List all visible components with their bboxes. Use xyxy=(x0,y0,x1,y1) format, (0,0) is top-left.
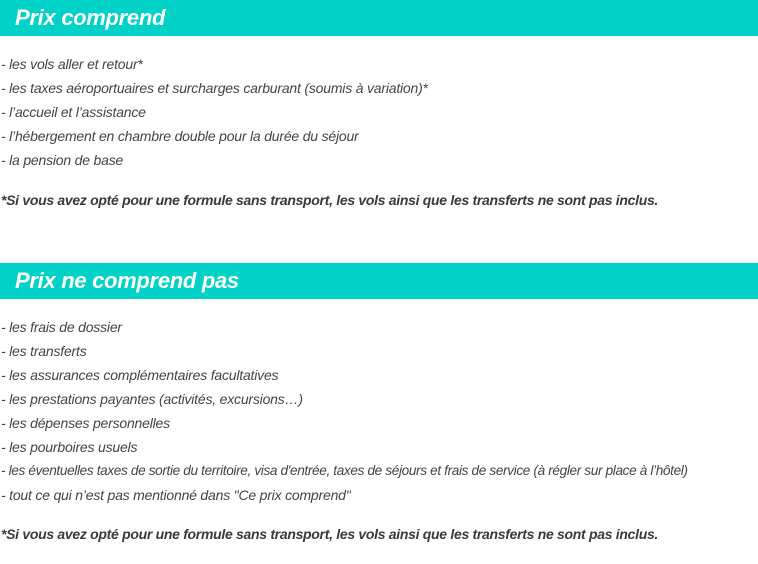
list-item: - les frais de dossier xyxy=(1,319,122,335)
list-item: - les éventuelles taxes de sortie du territoire, visa d'entrée, taxes de séjours et frais de service (à régler sur place à l’hôtel) xyxy=(1,463,688,478)
price-includes-list xyxy=(0,52,758,172)
list-item: - les prestations payantes (activités, excursions…) xyxy=(1,391,303,407)
list-item: - la pension de base xyxy=(1,152,124,168)
list-item: - les vols aller et retour* xyxy=(1,56,143,72)
price-includes-section xyxy=(0,0,758,210)
list-item: - tout ce qui n’est pas mentionné dans "Ce prix comprend" xyxy=(1,487,351,503)
price-excludes-header xyxy=(0,263,758,299)
list-item: - les dépenses personnelles xyxy=(1,415,170,431)
price-includes-header xyxy=(0,0,758,36)
price-includes-note: *Si vous avez opté pour une formule sans transport, les vols ainsi que les transferts ne sont pas inclus. xyxy=(1,192,659,208)
list-item: - les pourboires usuels xyxy=(1,439,138,455)
price-includes-title: Prix comprend xyxy=(15,5,166,30)
list-item: - les assurances complémentaires facultatives xyxy=(1,367,279,383)
list-item: - les transferts xyxy=(1,343,87,359)
list-item: - les taxes aéroportuaires et surcharges carburant (soumis à variation)* xyxy=(1,80,428,96)
price-excludes-list xyxy=(0,315,758,507)
price-excludes-section xyxy=(0,263,758,544)
list-item: - l’accueil et l’assistance xyxy=(1,104,146,120)
price-excludes-note: *Si vous avez opté pour une formule sans transport, les vols ainsi que les transferts ne sont pas inclus. xyxy=(1,526,659,542)
price-excludes-title: Prix ne comprend pas xyxy=(15,268,239,293)
list-item: - l’hébergement en chambre double pour la durée du séjour xyxy=(1,128,359,144)
